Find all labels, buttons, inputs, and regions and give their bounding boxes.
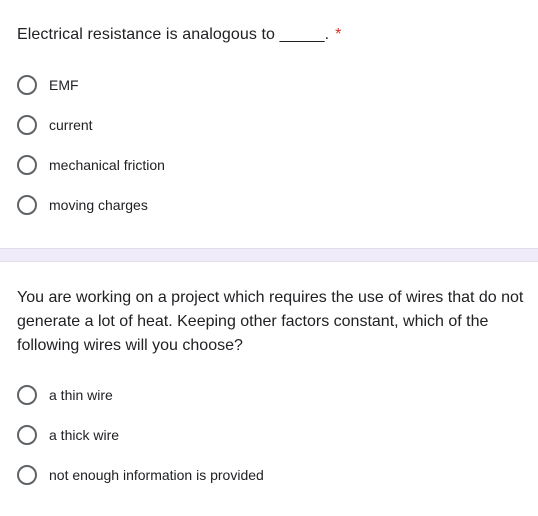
question-2-title: You are working on a project which requires the use of wires that do not generate a lot of heat. Keeping other factors constant, which of the following wires will you choose? [17,289,524,354]
required-asterisk: * [335,26,342,43]
option-label: current [49,117,93,133]
question-1-title [17,24,341,46]
q1-option-current[interactable] [17,113,93,137]
radio-button-icon[interactable] [17,425,37,445]
option-label: moving charges [49,197,148,213]
option-label: not enough information is provided [49,467,264,483]
option-label: a thin wire [49,387,113,403]
section-divider [0,248,538,262]
question-1-text: Electrical resistance is analogous to _____. [17,26,330,43]
radio-button-icon[interactable] [17,195,37,215]
q2-option-not-enough-info[interactable] [17,463,264,487]
radio-button-icon[interactable] [17,75,37,95]
radio-button-icon[interactable] [17,385,37,405]
q2-option-thin-wire[interactable] [17,383,113,407]
radio-button-icon[interactable] [17,115,37,135]
q1-option-emf[interactable] [17,73,79,97]
q1-option-mechanical-friction[interactable] [17,153,165,177]
option-label: mechanical friction [49,157,165,173]
option-label: a thick wire [49,427,120,443]
option-label: EMF [49,77,79,93]
q1-option-moving-charges[interactable] [17,193,148,217]
radio-button-icon[interactable] [17,155,37,175]
radio-button-icon[interactable] [17,465,37,485]
q2-option-thick-wire[interactable] [17,423,119,447]
